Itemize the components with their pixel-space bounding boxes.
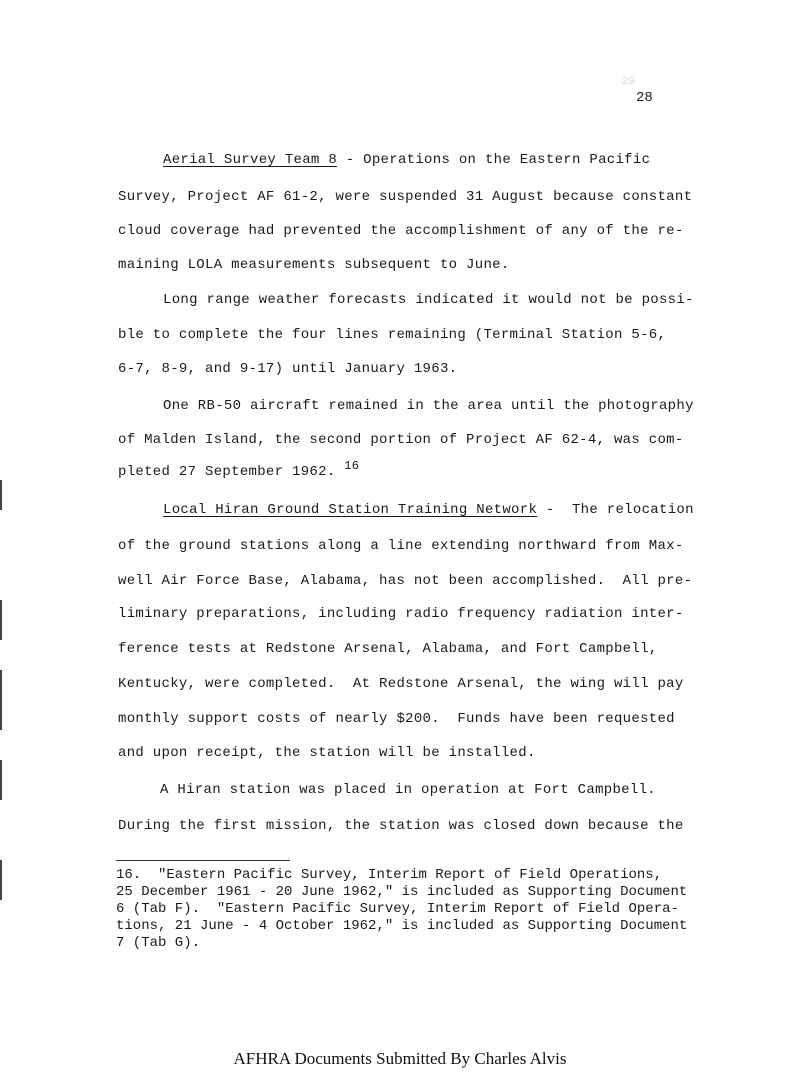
document-footer: AFHRA Documents Submitted By Charles Alvis <box>233 1049 567 1068</box>
paragraph-line: liminary preparations, including radio frequency radiation inter- <box>118 606 684 622</box>
section-heading: Local Hiran Ground Station Training Network <box>163 502 538 518</box>
paragraph-line <box>163 502 694 518</box>
footnote-reference: 16 <box>344 459 360 473</box>
footnote-line: 6 (Tab F). "Eastern Pacific Survey, Interim Report of Field Opera- <box>116 901 679 917</box>
binding-edge-mark <box>0 860 2 900</box>
section-heading: Aerial Survey Team 8 <box>163 152 338 168</box>
paragraph-line: ference tests at Redstone Arsenal, Alabama, and Fort Campbell, <box>118 641 658 657</box>
paragraph-line: During the first mission, the station was closed down because the <box>118 818 684 834</box>
binding-edge-mark <box>0 670 2 730</box>
binding-edge-mark <box>0 600 2 640</box>
footnote-rule <box>116 860 290 861</box>
paragraph-line: of the ground stations along a line extending northward from Max- <box>118 538 684 554</box>
paragraph-text: - Operations on the Eastern Pacific <box>337 152 651 168</box>
binding-edge-mark <box>0 760 2 800</box>
binding-edge-mark <box>0 480 2 510</box>
paragraph-text: - The relocation <box>537 502 694 518</box>
paragraph-text: pleted 27 September 1962. <box>118 464 336 480</box>
paragraph-line: and upon receipt, the station will be installed. <box>118 745 536 761</box>
paragraph-line: maining LOLA measurements subsequent to June. <box>118 257 510 273</box>
footnote-line: 25 December 1961 - 20 June 1962," is included as Supporting Document <box>116 884 688 900</box>
paragraph-line: monthly support costs of nearly $200. Funds have been requested <box>118 711 675 727</box>
paragraph-line: 6-7, 8-9, and 9-17) until January 1963. <box>118 361 458 377</box>
footnote-line: 7 (Tab G). <box>116 935 201 951</box>
footnote-line: 16. "Eastern Pacific Survey, Interim Report of Field Operations, <box>116 867 663 883</box>
paragraph-line <box>163 152 650 168</box>
paragraph-line: ble to complete the four lines remaining (Terminal Station 5-6, <box>118 327 667 343</box>
paragraph-line: of Malden Island, the second portion of Project AF 62-4, was com- <box>118 432 684 448</box>
bleed-through-mark: 29 <box>622 76 636 88</box>
page-number: 28 <box>636 90 653 106</box>
paragraph-line: A Hiran station was placed in operation at Fort Campbell. <box>160 782 656 798</box>
paragraph-line: Survey, Project AF 61-2, were suspended 31 August because constant <box>118 189 693 205</box>
paragraph-line: Kentucky, were completed. At Redstone Arsenal, the wing will pay <box>118 676 684 692</box>
paragraph-line: cloud coverage had prevented the accomplishment of any of the re- <box>118 223 684 239</box>
paragraph-line: well Air Force Base, Alabama, has not been accomplished. All pre- <box>118 573 693 589</box>
paragraph-line <box>118 459 360 480</box>
footnote-line: tions, 21 June - 4 October 1962," is included as Supporting Document <box>116 918 688 934</box>
paragraph-line: One RB-50 aircraft remained in the area until the photography <box>163 398 694 414</box>
paragraph-line: Long range weather forecasts indicated it would not be possi- <box>163 292 694 308</box>
